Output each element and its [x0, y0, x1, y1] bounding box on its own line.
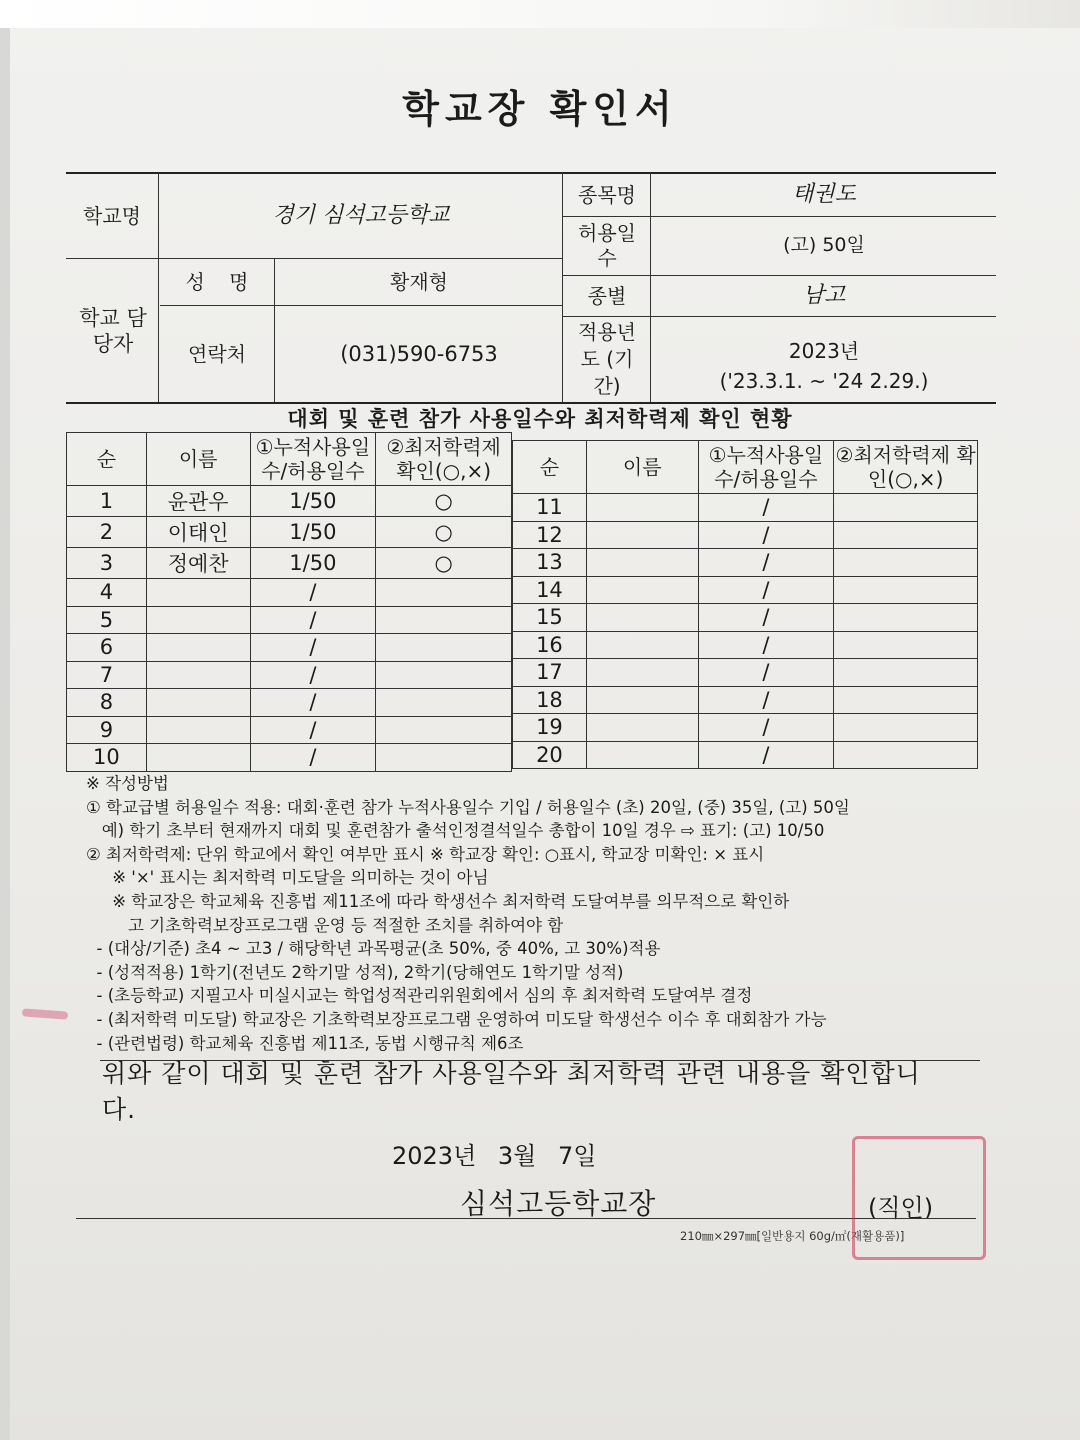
header-no: 순 [67, 433, 147, 486]
cell-name [586, 494, 698, 522]
cell-no: 9 [67, 716, 147, 744]
note-line: ② 최저학력제: 단위 학교에서 확인 여부만 표시 ※ 학교장 확인: ○표시, 학교장 미확인: × 표시 [86, 844, 765, 864]
cell-days: / [250, 661, 376, 689]
cell-check [376, 689, 512, 717]
issue-date: 2023년 3월 7일 [392, 1142, 597, 1170]
table-row [513, 576, 978, 604]
cell-check [834, 714, 978, 742]
cell-no: 1 [67, 486, 147, 517]
cell-no: 18 [513, 686, 587, 714]
cell-name [146, 661, 250, 689]
cell-check [834, 631, 978, 659]
cell-no: 14 [513, 576, 587, 604]
table-row [67, 548, 512, 579]
note-line: 고 기초학력보장프로그램 운영 등 적절한 조치를 취하여야 함 [86, 915, 564, 935]
table-row [513, 631, 978, 659]
note-line: ※ '×' 표시는 최저학력 미도달을 의미하는 것이 아님 [86, 868, 489, 888]
header-days: ①누적사용일수/허용일수 [698, 441, 834, 494]
cell-check [376, 579, 512, 607]
cell-days: / [250, 716, 376, 744]
cell-check [834, 549, 978, 577]
cell-name [586, 576, 698, 604]
participants-table-right [512, 440, 978, 769]
table-row [513, 604, 978, 632]
cell-check [834, 659, 978, 687]
cell-days: / [698, 659, 834, 687]
table-row [67, 744, 512, 772]
table-row [67, 579, 512, 607]
cell-no: 6 [67, 634, 147, 662]
table-row [513, 521, 978, 549]
note-line: - (최저학력 미도달) 학교장은 기초학력보장프로그램 운영하여 미도달 학생선수 이수 후 대회참가 가능 [86, 1009, 827, 1029]
table-row [67, 606, 512, 634]
cell-no: 5 [67, 606, 147, 634]
cell-days: / [250, 744, 376, 772]
cell-name: 이태인 [146, 517, 250, 548]
cell-check [834, 494, 978, 522]
school-name: 경기 심석고등학교 [272, 203, 450, 229]
cell-name [586, 604, 698, 632]
header-check: ②최저학력제 확인(○,×) [376, 433, 512, 486]
info-line [158, 172, 159, 402]
info-line [562, 172, 563, 402]
table-row [67, 486, 512, 517]
cell-name [146, 716, 250, 744]
cell-check [376, 606, 512, 634]
note-line: ※ 학교장은 학교체육 진흥법 제11조에 따라 학생선수 최저학력 도달여부를 의무적으로 확인하 [86, 891, 790, 911]
school-label: 학교명 [83, 203, 141, 228]
cell-no: 19 [513, 714, 587, 742]
cell-days: / [250, 606, 376, 634]
cell-name [586, 521, 698, 549]
cell-days: 1/50 [250, 517, 376, 548]
cell-check [376, 716, 512, 744]
contact-value: (031)590-6753 [340, 341, 498, 366]
header-no: 순 [513, 441, 587, 494]
cell-name [586, 659, 698, 687]
table-row [67, 689, 512, 717]
allowed-days-value: (고) 50일 [783, 234, 865, 257]
participants-table-left [66, 432, 512, 772]
confirmation-text: 위와 같이 대회 및 훈련 참가 사용일수와 최저학력 관련 내용을 확인합니다. [102, 1059, 921, 1124]
cell-check [376, 661, 512, 689]
table-row [513, 686, 978, 714]
allowed-days-label: 허용일수 [578, 221, 636, 270]
table-row [67, 517, 512, 548]
info-line [650, 172, 651, 402]
table-row [513, 494, 978, 522]
cell-name [586, 686, 698, 714]
principal-name: 심석고등학교장 [460, 1187, 657, 1220]
seal-label: (직인) [868, 1194, 934, 1222]
period-value: ('23.3.1. ~ '24 2.29.) [719, 368, 929, 393]
cell-check [834, 576, 978, 604]
cell-no: 3 [67, 548, 147, 579]
cell-days: / [698, 521, 834, 549]
cell-no: 11 [513, 494, 587, 522]
year-label: 적용년도 (기간) [578, 320, 636, 398]
cell-days: / [698, 549, 834, 577]
cell-check [834, 686, 978, 714]
cell-name [146, 579, 250, 607]
table-row [513, 741, 978, 769]
cell-days: / [698, 494, 834, 522]
note-line: - (초등학교) 지필고사 미실시교는 학업성적관리위원회에서 심의 후 최저학력 도달여부 결정 [86, 986, 753, 1006]
cell-days: 1/50 [250, 548, 376, 579]
note-line: - (대상/기준) 초4 ~ 고3 / 해당학년 과목평균(초 50%, 중 40%, 고 30%)적용 [86, 939, 661, 959]
note-line: ① 학교급별 허용일수 적용: 대회·훈련 참가 누적사용일수 기입 / 허용일수 (초) 20일, (중) 35일, (고) 50일 [86, 797, 850, 817]
cell-name: 정예찬 [146, 548, 250, 579]
table-row [67, 716, 512, 744]
note-line: - (성적적용) 1학기(전년도 2학기말 성적), 2학기(당해연도 1학기말 성적) [86, 962, 624, 982]
contact-label: 연락처 [188, 341, 246, 366]
cell-days: / [698, 741, 834, 769]
cell-no: 12 [513, 521, 587, 549]
cell-days: / [698, 576, 834, 604]
cell-no: 8 [67, 689, 147, 717]
note-line: - (관련법령) 학교체육 진흥법 제11조, 동법 시행규칙 제6조 [86, 1033, 524, 1053]
cell-no: 16 [513, 631, 587, 659]
cell-days: / [250, 634, 376, 662]
cell-name [586, 741, 698, 769]
header-name: 이름 [146, 433, 250, 486]
cell-check [376, 634, 512, 662]
cell-name [146, 606, 250, 634]
table-header-row [513, 441, 978, 494]
cell-no: 10 [67, 744, 147, 772]
table-header-row [67, 433, 512, 486]
cell-days: / [698, 714, 834, 742]
year-value: 2023년 [788, 338, 860, 363]
cell-days: / [698, 631, 834, 659]
cell-name [586, 549, 698, 577]
paper-top-edge [0, 0, 1080, 28]
header-check: ②최저학력제 확인(○,×) [834, 441, 978, 494]
info-line [66, 258, 562, 259]
header-name: 이름 [586, 441, 698, 494]
cell-days: / [250, 579, 376, 607]
cell-no: 15 [513, 604, 587, 632]
table-row [67, 661, 512, 689]
instructions-notes [86, 772, 966, 1055]
sport-value: 태권도 [792, 182, 856, 208]
cell-name [586, 631, 698, 659]
signature-underline [76, 1218, 976, 1219]
cell-name [586, 714, 698, 742]
page-title: 학교장 확인서 [402, 87, 678, 131]
cell-name [146, 634, 250, 662]
cell-no: 20 [513, 741, 587, 769]
cell-days: / [250, 689, 376, 717]
cell-no: 2 [67, 517, 147, 548]
info-line [274, 258, 275, 402]
name-label: 성 명 [185, 270, 249, 294]
cell-check: ○ [376, 548, 512, 579]
cell-check [834, 521, 978, 549]
table-row [513, 659, 978, 687]
gender-label: 종별 [587, 283, 627, 308]
note-line: ※ 작성방법 [86, 774, 169, 793]
table-heading: 대회 및 훈련 참가 사용일수와 최저학력제 확인 현황 [287, 406, 793, 431]
cell-check [834, 741, 978, 769]
cell-check [834, 604, 978, 632]
paper-spec-footer: 210㎜×297㎜[일반용지 60g/㎡(재활용품)] [680, 1229, 905, 1243]
cell-name [146, 744, 250, 772]
gender-value: 남고 [802, 283, 846, 309]
staff-label: 학교 담당자 [79, 305, 147, 356]
table-row [67, 634, 512, 662]
sport-label: 종목명 [578, 182, 636, 207]
note-line: 예) 학기 초부터 현재까지 대회 및 훈련참가 출석인정결석일수 총합이 10일 경우 ⇨ 표기: (고) 10/50 [86, 821, 825, 841]
cell-days: / [698, 686, 834, 714]
cell-check [376, 744, 512, 772]
cell-days: 1/50 [250, 486, 376, 517]
cell-name: 윤관우 [146, 486, 250, 517]
cell-no: 17 [513, 659, 587, 687]
cell-no: 4 [67, 579, 147, 607]
cell-no: 7 [67, 661, 147, 689]
table-row [513, 549, 978, 577]
name-value: 황재형 [390, 270, 448, 294]
cell-days: / [698, 604, 834, 632]
table-row [513, 714, 978, 742]
cell-name [146, 689, 250, 717]
cell-check: ○ [376, 486, 512, 517]
official-seal [852, 1136, 986, 1260]
cell-check: ○ [376, 517, 512, 548]
header-days: ①누적사용일수/허용일수 [250, 433, 376, 486]
cell-no: 13 [513, 549, 587, 577]
